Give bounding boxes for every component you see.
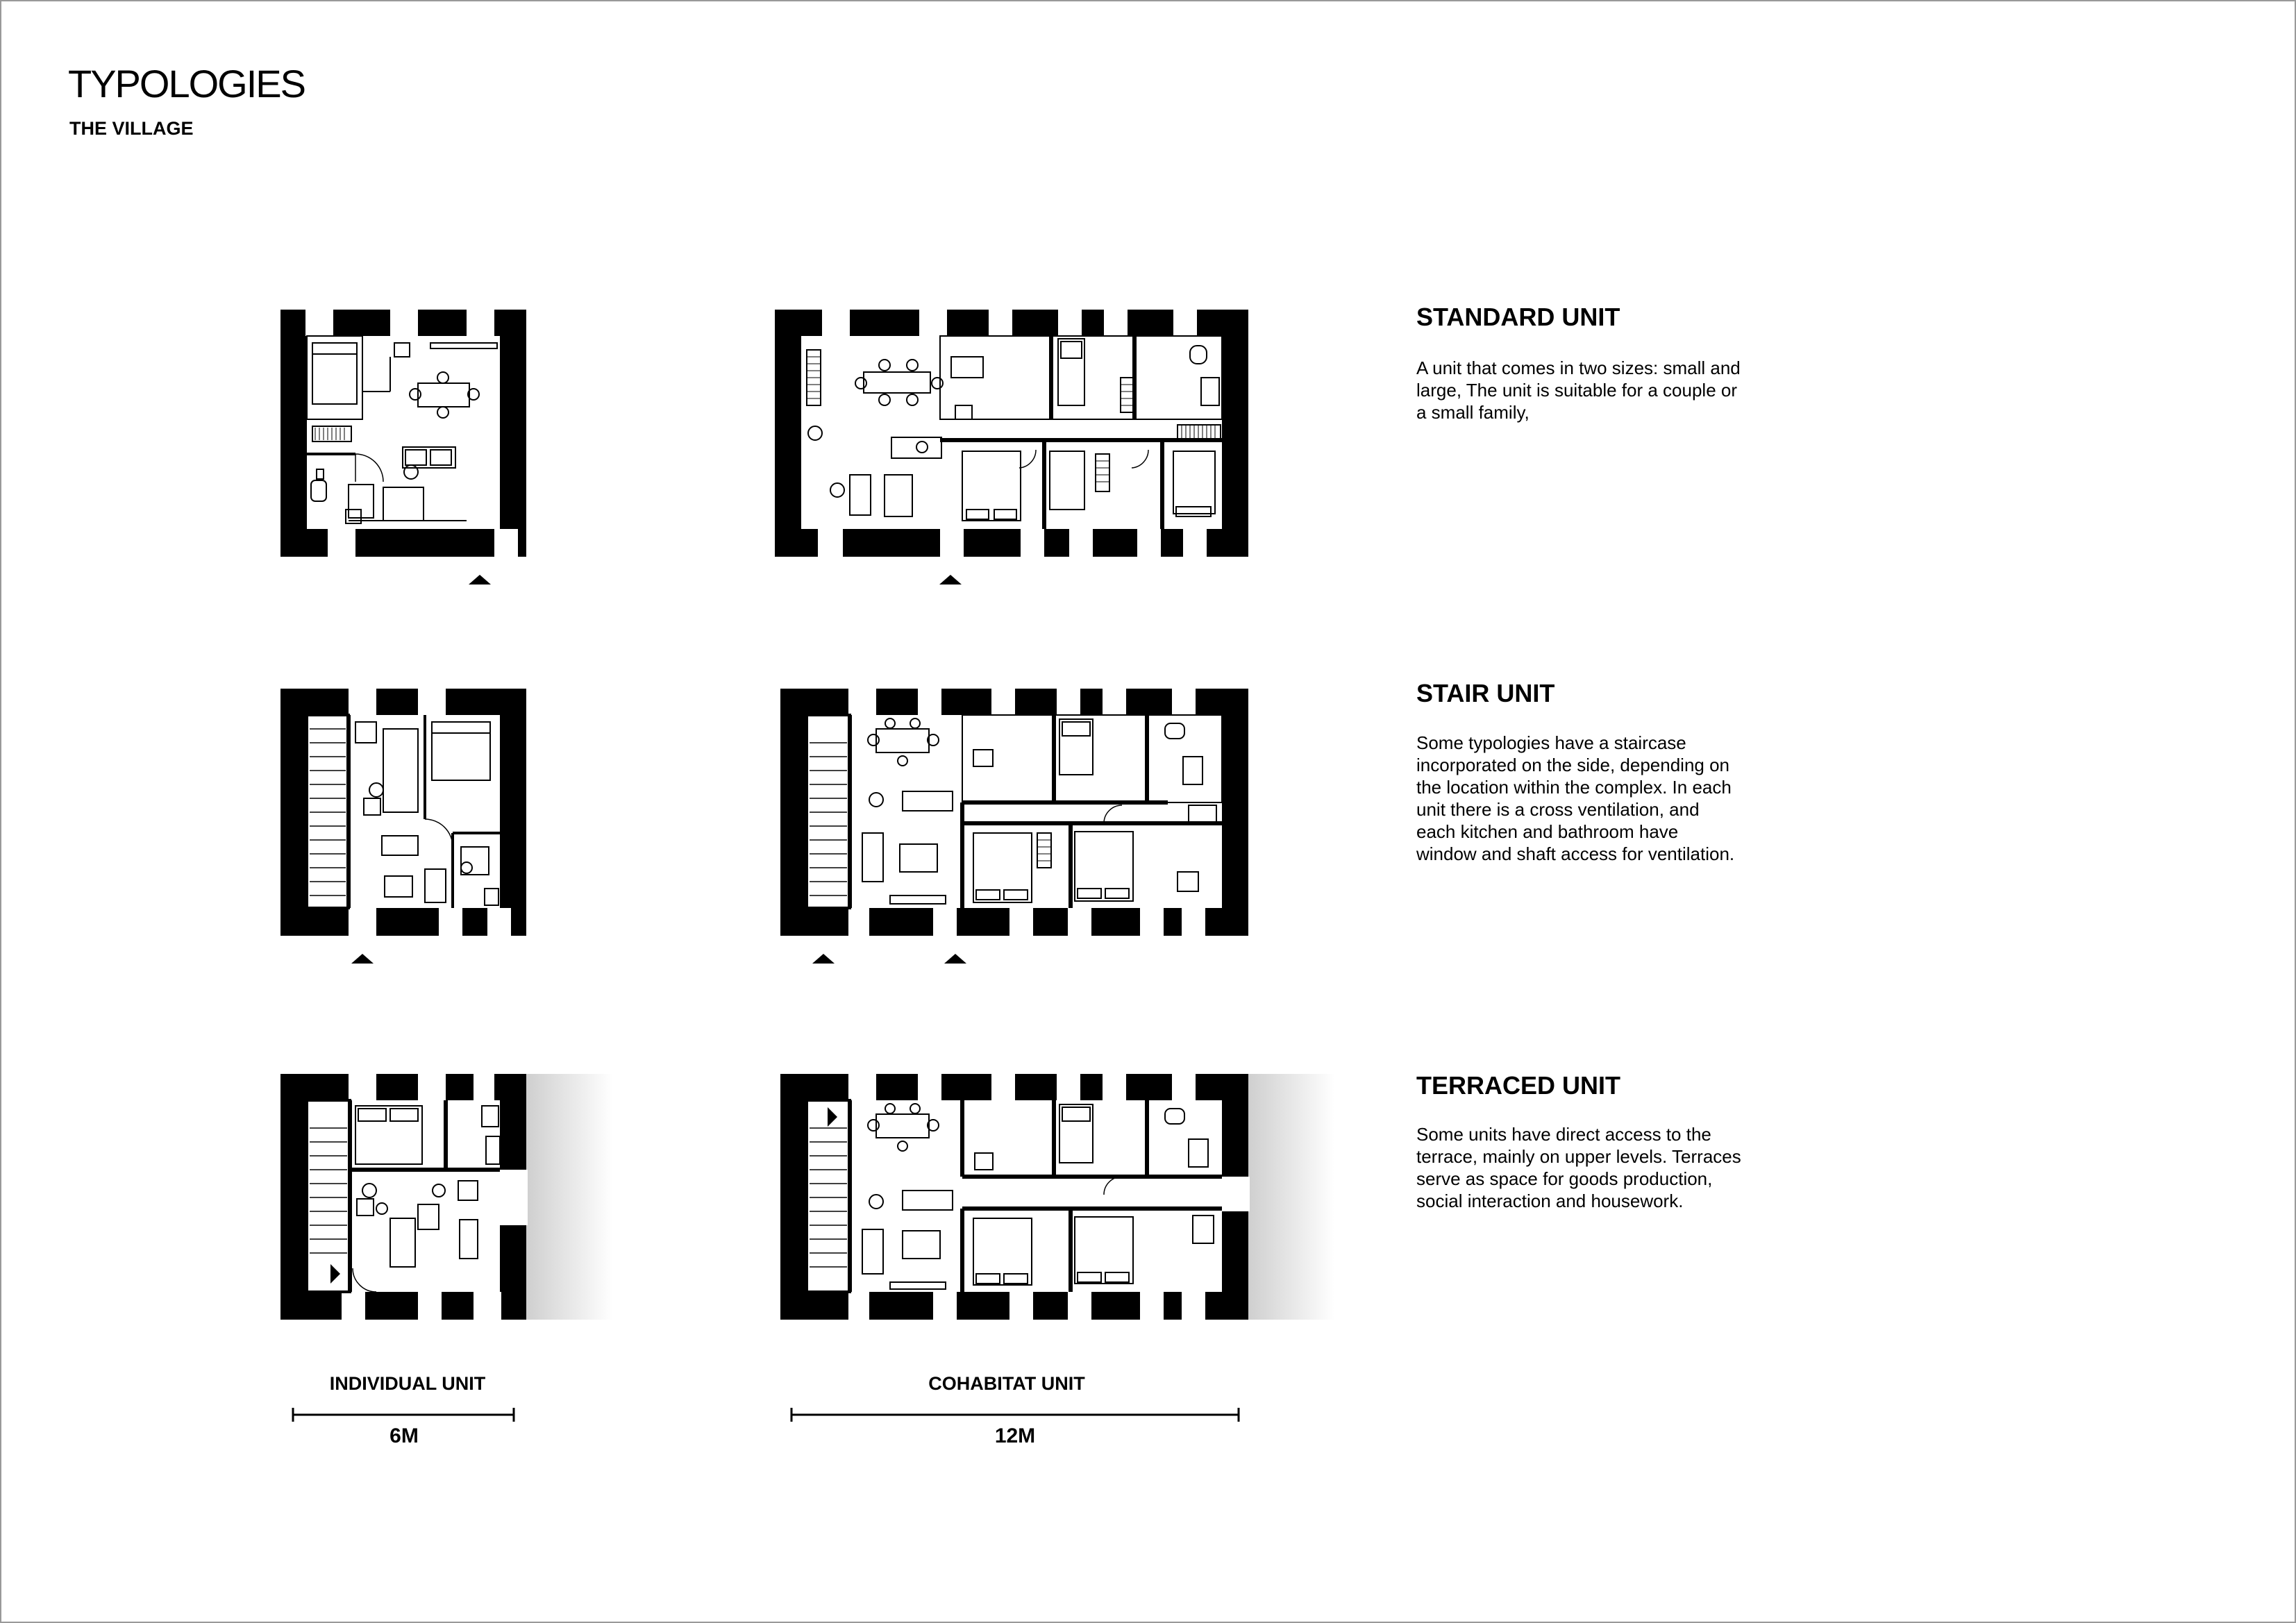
standard-unit-title: STANDARD UNIT [1416, 303, 1620, 331]
terraced-unit-title: TERRACED UNIT [1416, 1071, 1620, 1100]
cohabitat-unit-label: COHABITAT UNIT [928, 1373, 1085, 1394]
cohabitat-scale-bar [790, 1406, 1240, 1423]
individual-unit-label: INDIVIDUAL UNIT [329, 1373, 486, 1394]
terraced-individual-plan [279, 1073, 612, 1322]
stair-individual-plan [279, 687, 529, 979]
standard-cohabitat-plan [773, 308, 1252, 600]
page-subtitle: THE VILLAGE [69, 118, 194, 139]
stair-unit-title: STAIR UNIT [1416, 679, 1555, 707]
individual-scale-bar [292, 1406, 515, 1423]
standard-individual-plan [279, 308, 529, 600]
standard-unit-description: A unit that comes in two sizes: small and large, The unit is suitable for a couple or a small family, [1416, 358, 1741, 423]
individual-scale-label: 6M [389, 1424, 419, 1447]
page-title: TYPOLOGIES [68, 62, 305, 106]
stair-unit-description: Some typologies have a staircase incorporated on the side, depending on the location within the complex. In each unit there is a cross ventilation, and each kitchen and bathroom have window and shaft access for ventilation. [1416, 732, 1735, 864]
stair-cohabitat-plan [779, 687, 1258, 979]
terraced-unit-description: Some units have direct access to the terrace, mainly on upper levels. Terraces serve as space for goods production, social interaction and housework. [1416, 1124, 1741, 1211]
cohabitat-scale-label: 12M [994, 1424, 1036, 1447]
terraced-cohabitat-plan [779, 1073, 1334, 1322]
